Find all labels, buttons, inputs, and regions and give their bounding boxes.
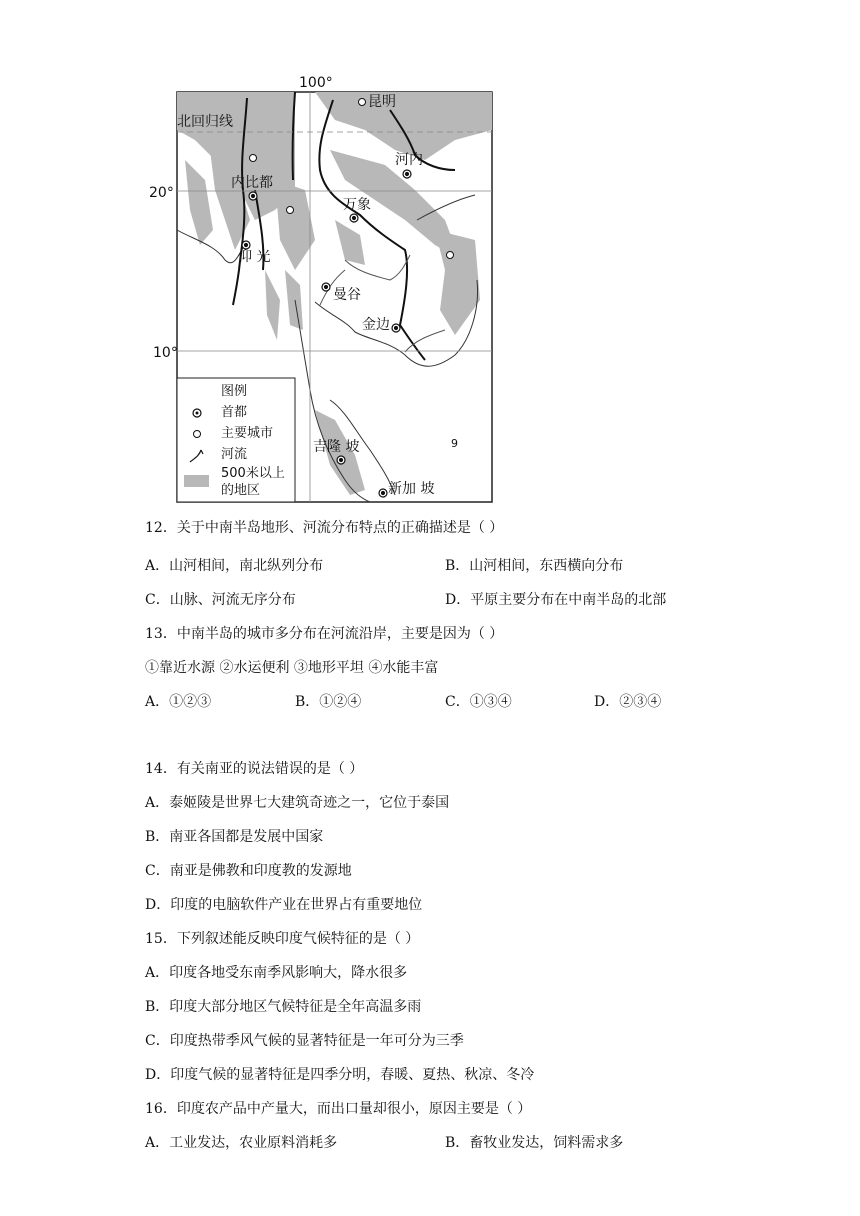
question-15-stem: 15．下列叙述能反映印度气候特征的是（ ） <box>145 931 420 947</box>
q14-option-c: C．南亚是佛教和印度教的发源地 <box>145 863 352 879</box>
city-label-kualalumpur: 吉隆 坡 <box>313 439 360 455</box>
q12-option-d: D．平原主要分布在中南半岛的北部 <box>445 592 667 608</box>
legend-city: 主要城市 <box>221 426 274 441</box>
q15-option-a: A．印度各地受东南季风影响大，降水很多 <box>145 965 408 981</box>
q16-option-a: A．工业发达，农业原料消耗多 <box>145 1135 338 1151</box>
tropic-of-cancer-label: 北回归线 <box>177 114 233 130</box>
latitude-10-label: 10° <box>153 345 178 361</box>
question-16-stem: 16．印度农产品中产量大，而出口量却很小，原因主要是（ ） <box>145 1101 532 1117</box>
map-legend <box>177 378 295 500</box>
question-13-stem: 13．中南半岛的城市多分布在河流沿岸，主要是因为（ ） <box>145 626 504 642</box>
q12-option-a: A．山河相间，南北纵列分布 <box>145 558 324 574</box>
latitude-20-label: 20° <box>149 185 174 201</box>
q14-option-b: B．南亚各国都是发展中国家 <box>145 829 324 845</box>
question-14-stem: 14．有关南亚的说法错误的是（ ） <box>145 761 364 777</box>
q13-option-a: A．①②③ <box>145 694 212 710</box>
legend-river: 河流 <box>221 447 248 462</box>
question-13-items: ①靠近水源 ②水运便利 ③地形平坦 ④水能丰富 <box>145 660 439 676</box>
legend-elevation-line2: 的地区 <box>221 483 261 498</box>
indochina-map <box>149 70 500 510</box>
q15-option-c: C．印度热带季风气候的显著特征是一年可分为三季 <box>145 1033 464 1049</box>
q13-option-d: D．②③④ <box>594 694 662 710</box>
city-label-vientiane: 万象 <box>343 197 371 213</box>
city-label-singapore: 新加 坡 <box>388 481 435 497</box>
q12-option-b: B．山河相间，东西横向分布 <box>445 558 624 574</box>
island-label: 9 <box>451 437 458 450</box>
legend-elevation-line1: 500米以上 <box>221 466 285 481</box>
q13-option-c: C．①③④ <box>445 694 512 710</box>
q14-option-a: A．泰姬陵是世界七大建筑奇迹之一，它位于泰国 <box>145 795 450 811</box>
city-label-bangkok: 曼谷 <box>333 287 361 303</box>
city-label-kunming: 昆明 <box>368 94 396 110</box>
longitude-100-label: 100° <box>299 75 333 91</box>
city-label-hanoi: 河内 <box>395 152 423 168</box>
legend-title: 图例 <box>221 384 248 399</box>
q14-option-d: D．印度的电脑软件产业在世界占有重要地位 <box>145 897 423 913</box>
question-12-stem: 12．关于中南半岛地形、河流分布特点的正确描述是（ ） <box>145 520 504 536</box>
city-label-phnompenh: 金边 <box>362 317 390 333</box>
q15-option-b: B．印度大部分地区气候特征是全年高温多雨 <box>145 999 422 1015</box>
q16-option-b: B．畜牧业发达，饲料需求多 <box>445 1135 624 1151</box>
q15-option-d: D．印度气候的显著特征是四季分明，春暖、夏热、秋凉、冬冷 <box>145 1067 535 1083</box>
legend-capital: 首都 <box>221 405 248 420</box>
q12-option-c: C．山脉、河流无序分布 <box>145 592 296 608</box>
city-label-naypyidaw: 内比都 <box>231 175 273 191</box>
city-label-yangon: 仰 光 <box>238 249 271 265</box>
q13-option-b: B．①②④ <box>295 694 362 710</box>
